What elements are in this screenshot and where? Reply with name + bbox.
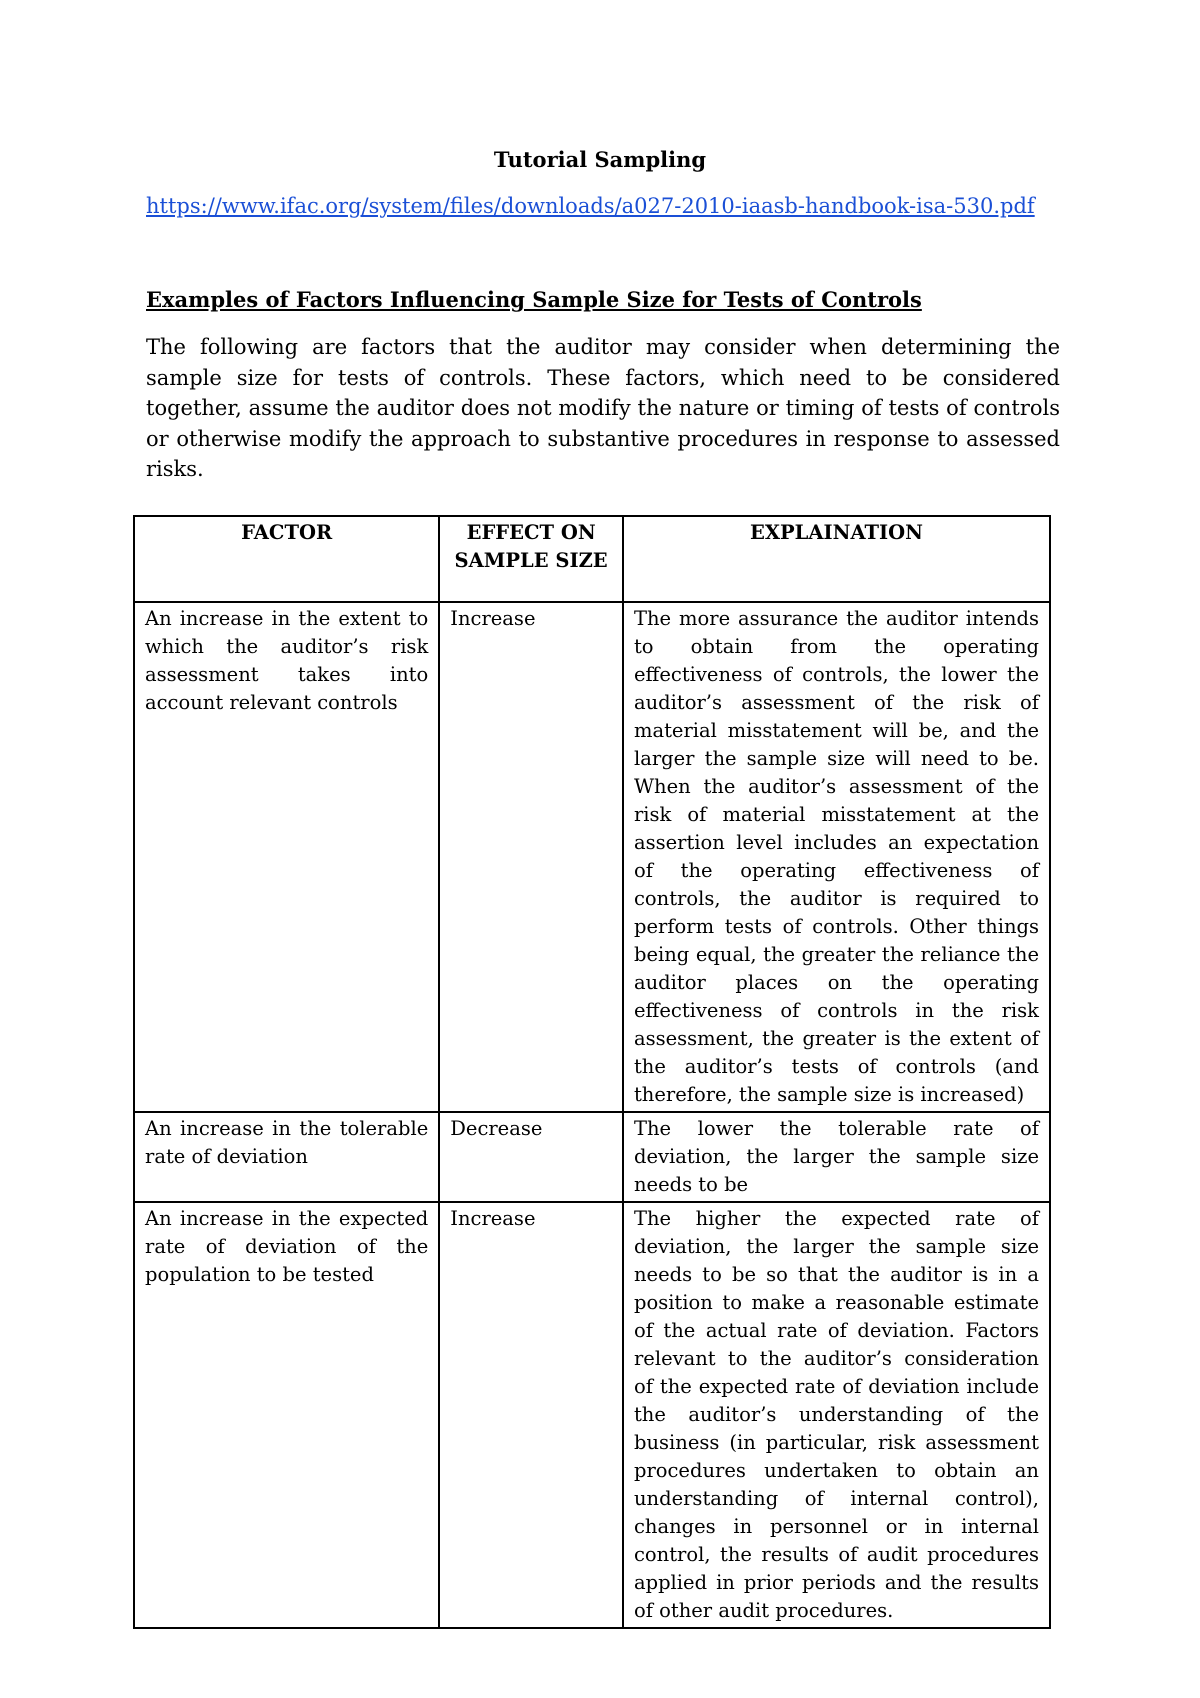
page-title: Tutorial Sampling	[493, 147, 707, 172]
header-factor: FACTOR	[134, 516, 439, 602]
explanation-cell: The more assurance the auditor intends to obtain from the operating effectiveness of controls, the lower the auditor’s assessment of the risk of material misstatement will be, and the larger the sample size will need to be. When the auditor’s assessment of the risk of material misstatement at the assertion level includes an expectation of the operating effectiveness of controls, the auditor is required to perform tests of controls. Other things being equal, the greater the reliance the auditor places on the operating effectiveness of controls in the risk assessment, the greater is the extent of the auditor’s tests of controls (and therefore, the sample size is increased)	[623, 602, 1050, 1112]
explanation-cell: The lower the tolerable rate of deviation, the larger the sample size needs to be	[623, 1112, 1050, 1202]
table-row	[134, 602, 1050, 1112]
section-heading: Examples of Factors Influencing Sample Size for Tests of Controls	[146, 287, 922, 312]
reference-link[interactable]: https://www.ifac.org/system/files/downloads/a027-2010-iaasb-handbook-isa-530.pdf	[146, 194, 1035, 218]
header-explanation: EXPLAINATION	[623, 516, 1050, 602]
factor-cell: An increase in the expected rate of deviation of the population to be tested	[134, 1202, 439, 1628]
effect-cell: Decrease	[439, 1112, 623, 1202]
effect-cell: Increase	[439, 602, 623, 1112]
table-row	[134, 1202, 1050, 1628]
factor-cell: An increase in the extent to which the auditor’s risk assessment takes into account relevant controls	[134, 602, 439, 1112]
explanation-cell: The higher the expected rate of deviation, the larger the sample size needs to be so that the auditor is in a position to make a reasonable estimate of the actual rate of deviation. Factors relevant to the auditor’s consideration of the expected rate of deviation include the auditor’s understanding of the business (in particular, risk assessment procedures undertaken to obtain an understanding of internal control), changes in personnel or in internal control, the results of audit procedures applied in prior periods and the results of other audit procedures.	[623, 1202, 1050, 1628]
intro-paragraph: The following are factors that the auditor may consider when determining the sample size for tests of controls. These factors, which need to be considered together, assume the auditor does not modify the nature or timing of tests of controls or otherwise modify the approach to substantive procedures in response to assessed risks.	[146, 335, 1060, 481]
table-row	[134, 1112, 1050, 1202]
factors-table	[133, 515, 1051, 1629]
factor-cell: An increase in the tolerable rate of deviation	[134, 1112, 439, 1202]
header-effect: EFFECT ON SAMPLE SIZE	[439, 516, 623, 602]
table-header-row	[134, 516, 1050, 602]
effect-cell: Increase	[439, 1202, 623, 1628]
